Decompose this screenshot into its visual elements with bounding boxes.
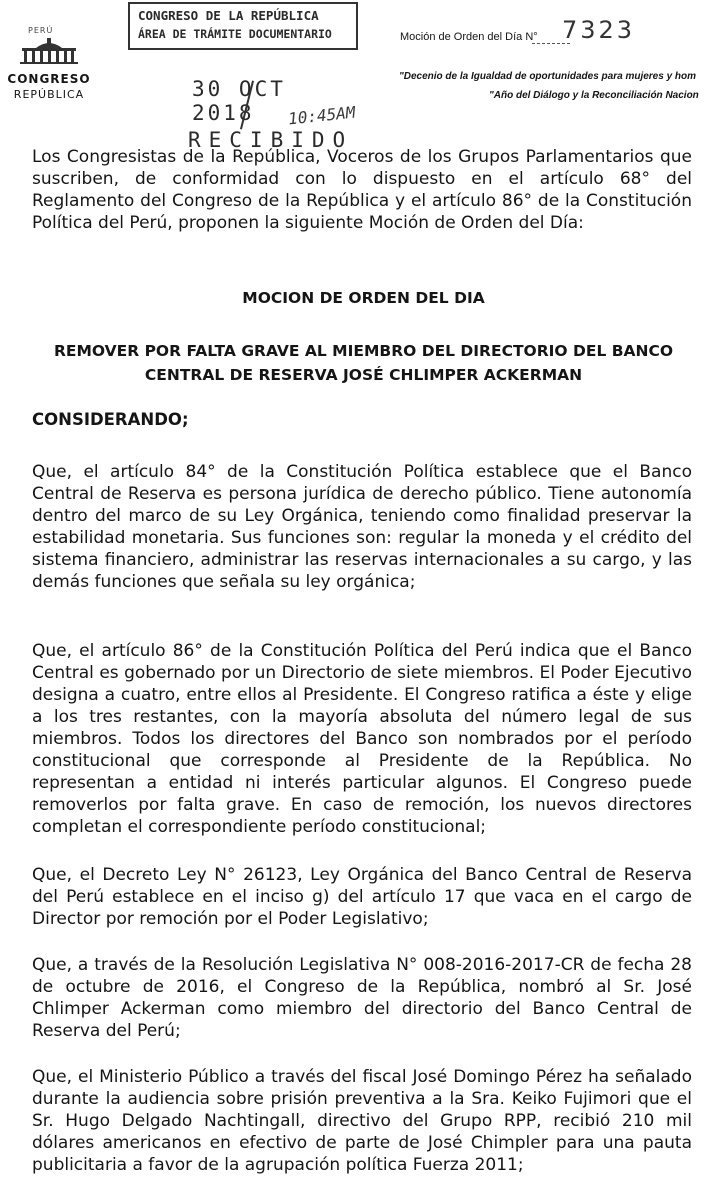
stamp-subtitle: ÁREA DE TRÁMITE DOCUMENTARIO bbox=[138, 27, 332, 41]
intro-paragraph: Los Congresistas de la República, Voceros de los Grupos Parlamentarios que suscriben, de conformidad con lo dispuesto en el artículo 68° del Reglamento del Congreso de la República y el artículo 86° de la Constitución Política del Perú, proponen la siguiente Moción de Orden del Día: bbox=[32, 147, 692, 233]
stamp-received: RECIBIDO bbox=[188, 128, 354, 152]
logo-republica-text: REPÚBLICA bbox=[13, 88, 85, 101]
stamp-time: 10:45AM bbox=[287, 102, 357, 129]
year-motto: "Año del Diálogo y la Reconciliación Nacion bbox=[489, 90, 699, 101]
decade-motto: "Decenio de la Igualdad de oportunidades para mujeres y hom bbox=[399, 71, 697, 82]
congress-building-icon bbox=[18, 38, 80, 64]
congress-logo bbox=[6, 26, 92, 101]
paragraph-3: Que, el Decreto Ley N° 26123, Ley Orgánica del Banco Central de Reserva del Perú establece en el inciso g) del artículo 17 que vaca en el cargo de Director por remoción por el Poder Legislativo; bbox=[32, 865, 692, 929]
considerando-heading: CONSIDERANDO; bbox=[32, 410, 189, 429]
motion-number-label: Moción de Orden del Día N° bbox=[400, 31, 538, 43]
motion-number: 7323 bbox=[562, 16, 636, 44]
paragraph-2: Que, el artículo 86° de la Constitución Política del Perú indica que el Banco Central es gobernado por un Directorio de siete miembros. El Poder Ejecutivo designa a cuatro, entre ellos al Presidente. El Congreso ratifica a éste y elige a los tres restantes, con la mayoría absoluta del número legal de sus miembros. Todos los directores del Banco son nombrados por el período constitucional que corresponde al Presidente de la República. No representan a entidad ni interés particular algunos. El Congreso puede removerlos por falta grave. En caso de remoción, los nuevos directores completan el correspondiente período constitucional; bbox=[32, 641, 692, 837]
reception-stamp bbox=[128, 2, 360, 154]
document-title: MOCION DE ORDEN DEL DIA bbox=[242, 289, 485, 307]
document-subtitle-line-2: CENTRAL DE RESERVA JOSÉ CHLIMPER ACKERMAN bbox=[144, 366, 583, 384]
logo-peru-text: PERÚ bbox=[28, 26, 54, 35]
paragraph-5: Que, el Ministerio Público a través del fiscal José Domingo Pérez ha señalado durante la audiencia sobre prisión preventiva a la Sra. Keiko Fujimori que el Sr. Hugo Delgado Nachtingall, directivo del Grupo RPP, recibió 210 mil dólares americanos en efectivo de parte de José Chimpler para una pauta publicitaria a favor de la agrupación política Fuerza 2011; bbox=[32, 1067, 692, 1175]
paragraph-4: Que, a través de la Resolución Legislativa N° 008-2016-2017-CR de fecha 28 de octubre de 2016, el Congreso de la República, nombró al Sr. José Chlimper Ackerman como miembro del directorio del Banco Central de Reserva del Perú; bbox=[32, 955, 692, 1041]
stamp-title: CONGRESO DE LA REPÚBLICA bbox=[138, 8, 319, 23]
paragraph-1: Que, el artículo 84° de la Constitución Política establece que el Banco Central de Reserva es persona jurídica de derecho público. Tiene autonomía dentro del marco de su Ley Orgánica, teniendo como finalidad preservar la estabilidad monetaria. Sus funciones son: regular la moneda y el crédito del sistema financiero, administrar las reservas internacionales a su cargo, y las demás funciones que señala su ley orgánica; bbox=[32, 462, 692, 592]
logo-congreso-text: CONGRESO bbox=[7, 72, 91, 86]
stamp-date: 30 OCT 2018 bbox=[192, 77, 286, 125]
document-subtitle-line-1: REMOVER POR FALTA GRAVE AL MIEMBRO DEL DIRECTORIO DEL BANCO bbox=[53, 342, 674, 360]
